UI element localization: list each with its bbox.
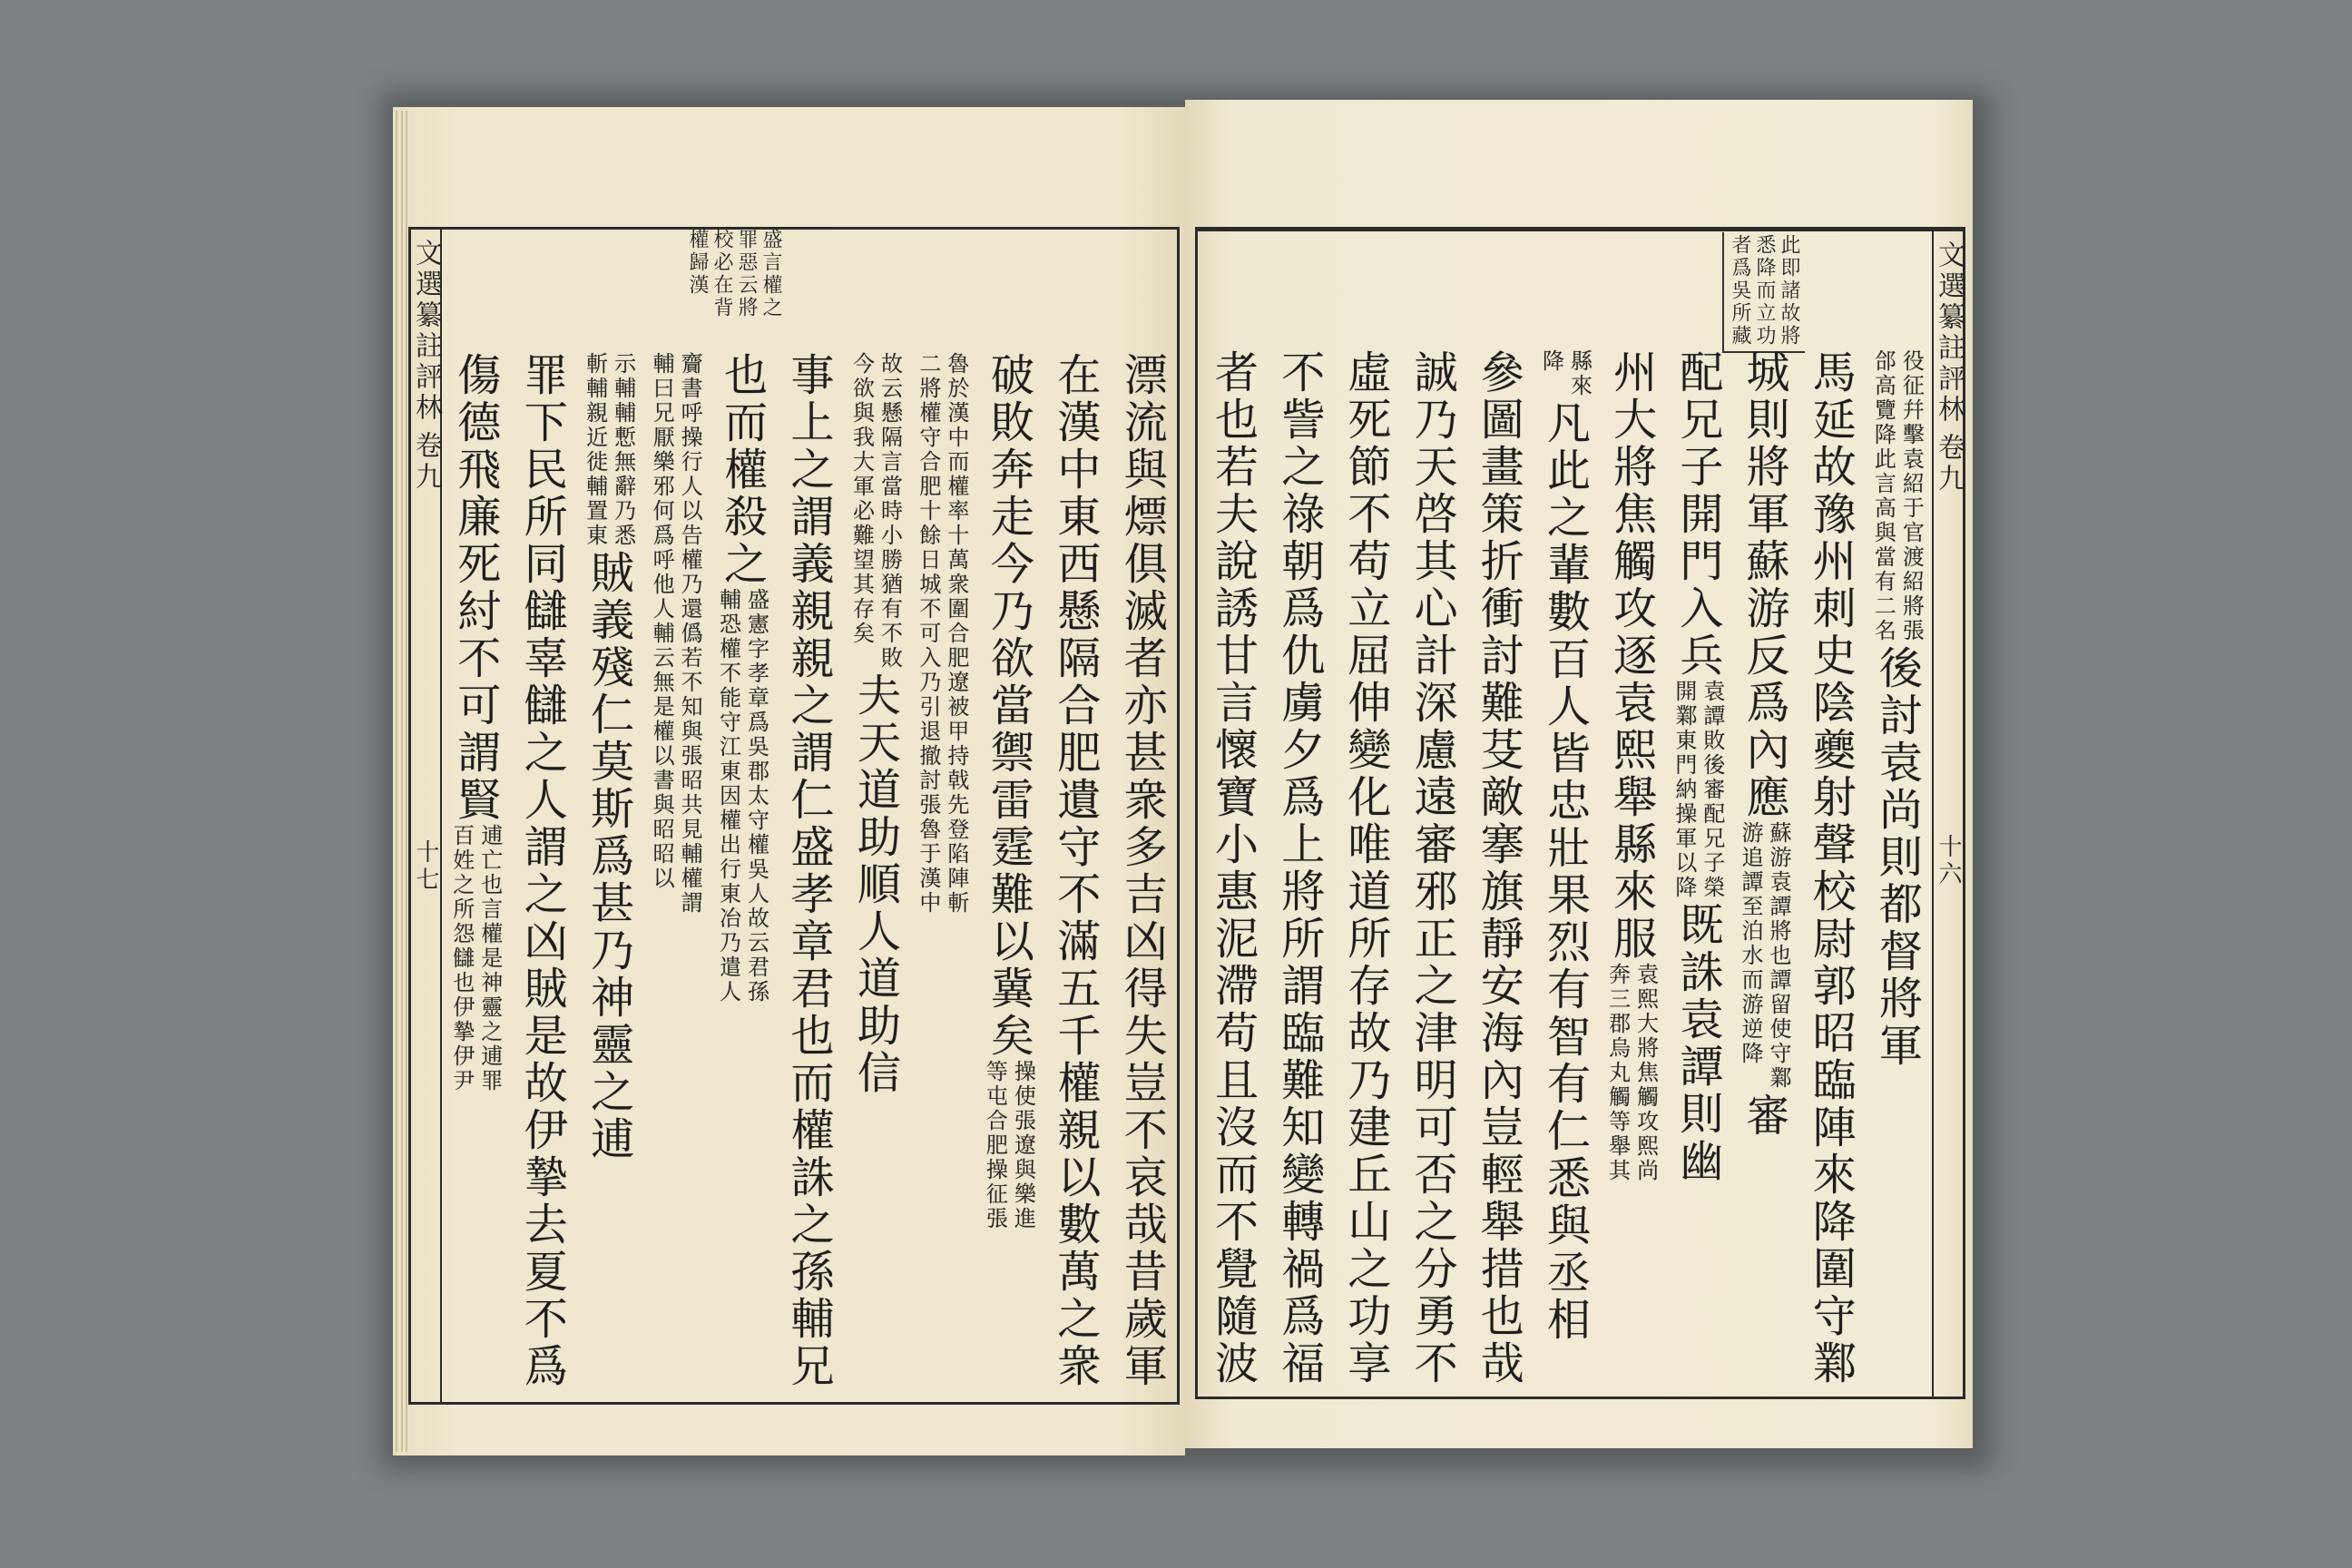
annotation-text: 役征幷擊袁紹于官渡紹將張郃高覽降此言高與當有二名 — [1870, 349, 1925, 643]
main-text: 誠乃天啓其心計深慮遠審邪正之津明可否之分勇不 — [1406, 349, 1458, 1387]
page-number: 十六 — [1935, 834, 1962, 888]
main-text: 也而權殺之 — [716, 352, 768, 588]
text-column — [642, 352, 708, 1397]
banxin — [411, 230, 442, 1402]
main-text: 罪下民所同讎辜讎之人謂之凶賊是故伊摯去夏不爲 — [516, 352, 568, 1390]
right-page — [1185, 100, 1973, 1448]
annotation-text: 故云懸隔言當時小勝猶有不敗今欲與我大軍必難望其存矣 — [848, 352, 903, 671]
main-text: 後討袁尚則都督將軍 — [1871, 645, 1923, 1070]
annotation-text: 逋亡也言權是神靈之逋罪百姓之所怨讎也伊摯伊尹 — [448, 824, 503, 1093]
main-text: 城則將軍蘇游反爲內應 — [1739, 349, 1790, 821]
main-text: 凡此之輩數百人皆忠壯果烈有智有仁悉與丞相 — [1539, 400, 1591, 1344]
text-column — [575, 352, 642, 1397]
text-column — [975, 352, 1042, 1397]
text-column — [1864, 349, 1930, 1395]
print-frame — [408, 227, 1180, 1405]
text-column — [1598, 349, 1664, 1395]
text-column — [1664, 349, 1730, 1395]
text-column — [1399, 349, 1465, 1395]
annotation-text: 袁熙大將焦觸攻熙尚奔三郡烏丸觸等舉其 — [1604, 963, 1659, 1183]
text-column — [1465, 349, 1532, 1395]
main-text: 既誅袁譚則幽 — [1671, 902, 1723, 1185]
book-title: 文選纂註評林 — [1933, 240, 1965, 426]
text-column — [1266, 349, 1332, 1395]
main-text: 虛死節不苟立屈伸變化唯道所存故乃建丘山之功享 — [1339, 349, 1391, 1387]
text-column — [1200, 349, 1266, 1395]
annotation-text: 盛憲字孝章爲吳郡太守權吳人故云君孫輔恐權不能守江東因權出行東冶乃遣人 — [715, 588, 769, 1004]
volume-label: 卷九 — [410, 431, 442, 493]
print-frame — [1195, 227, 1965, 1399]
text-column — [1042, 352, 1108, 1397]
annotation-text: 齎書呼操行人以告權乃還僞若不知與張昭共見輔權謂輔曰兄厭樂邪何爲呼他人輔云無是權以書與昭昭以 — [649, 352, 703, 916]
left-page — [393, 107, 1185, 1455]
main-text: 傷德飛廉死紂不可謂賢 — [449, 352, 501, 824]
page-edge — [396, 111, 397, 1452]
annotation-text: 蘇游袁譚將也譚留使守鄴游追譚至泊水而游逆降 — [1738, 821, 1792, 1091]
text-column — [842, 352, 908, 1397]
annotation-text: 示輔輔慙無辭乃悉斬輔親近徙輔置東 — [582, 352, 636, 548]
main-text: 賊義殘仁莫斯爲甚乃神靈之逋 — [583, 550, 634, 1163]
main-text: 漂流與熛俱滅者亦甚衆多吉凶得失豈不哀哉昔歲軍 — [1116, 352, 1168, 1390]
main-text: 州大將焦觸攻逐袁熙舉縣來服 — [1605, 349, 1657, 963]
banxin — [1932, 231, 1963, 1396]
text-area — [442, 352, 1175, 1397]
text-column — [1109, 352, 1175, 1397]
annotation-text: 袁譚敗後審配兄子榮開鄴東門納操軍以降 — [1671, 680, 1725, 900]
head-note: 此即諸故將悉降而立功者爲吳所藏 — [1722, 232, 1805, 353]
text-column — [508, 352, 574, 1397]
page-number: 十七 — [412, 839, 439, 894]
text-column — [1730, 349, 1797, 1395]
main-text: 夫天道助順人道助信 — [849, 672, 901, 1097]
text-area — [1200, 349, 1930, 1395]
head-note: 盛言權之罪惡云將校必在背權歸漢 — [686, 229, 782, 319]
main-text: 參圖畫策折衝討難芟敵搴旗靜安海內豈輕舉措也哉 — [1473, 349, 1524, 1387]
annotation-text: 魯於漢中而權率十萬衆圍合肥遼被甲持戟先登陷陣斬二將權守合肥十餘日城不可入乃引退撤討張魯于漢中 — [915, 352, 969, 916]
main-text: 事上之謂義親親之謂仁盛孝章君也而權誅之孫輔兄 — [783, 352, 834, 1390]
annotation-text: 操使張遼與樂進等屯合肥操征張 — [982, 1060, 1036, 1231]
main-text: 審 — [1739, 1093, 1790, 1140]
text-column — [442, 352, 508, 1397]
page-edge — [406, 111, 407, 1452]
book-title: 文選纂註評林 — [410, 239, 442, 424]
text-column — [775, 352, 841, 1397]
text-column — [1798, 349, 1864, 1395]
main-text: 破敗奔走今乃欲當禦雷霆難以冀矣 — [983, 352, 1034, 1060]
text-column — [1332, 349, 1398, 1395]
page-edge — [401, 111, 403, 1452]
main-text: 馬延故豫州刺史陰夔射聲校尉郭昭臨陣來降圍守鄴 — [1805, 349, 1857, 1387]
main-text: 者也若夫說誘甘言懷寶小惠泥滯苟且沒而不覺隨波 — [1207, 349, 1259, 1387]
text-column — [908, 352, 975, 1397]
volume-label: 卷九 — [1933, 433, 1965, 495]
main-text: 配兄子開門入兵 — [1671, 349, 1723, 680]
text-column — [1532, 349, 1598, 1395]
main-text: 不訾之祿朝爲仇虜夕爲上將所謂臨難知變轉禍爲福 — [1273, 349, 1325, 1387]
annotation-text: 縣來降 — [1538, 349, 1592, 398]
text-column — [709, 352, 775, 1397]
main-text: 在漢中東西懸隔合肥遺守不滿五千權親以數萬之衆 — [1049, 352, 1101, 1390]
